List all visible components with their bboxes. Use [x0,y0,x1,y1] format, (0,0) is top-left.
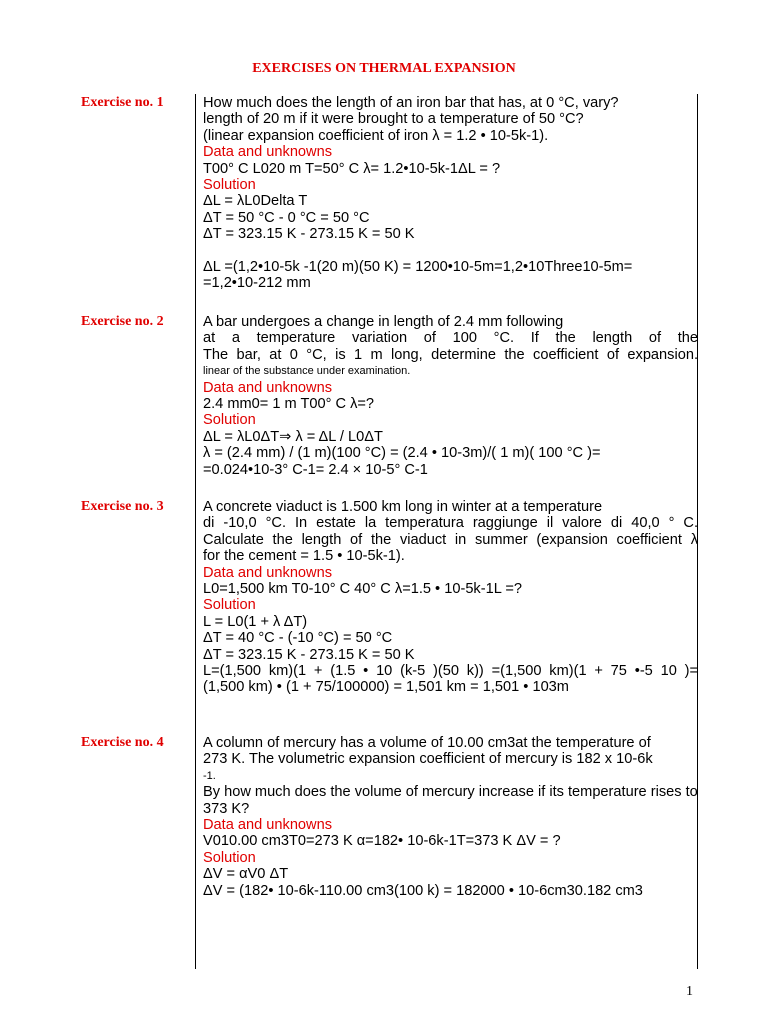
text-line: =1,2•10-212 mm [203,275,311,292]
text-line: ΔL = λL0Delta T [203,193,308,210]
section-heading: Data and unknowns [203,144,332,161]
exercise-1-body [203,95,698,292]
text-line: ΔT = 323.15 K - 273.15 K = 50 K [203,226,415,243]
exercise-1-label: Exercise no. 1 [81,95,164,110]
section-heading: Solution [203,412,256,429]
text-line: A concrete viaduct is 1.500 km long in winter at a temperature [203,499,603,515]
text-line: =0.024•10-3° C-1= 2.4 × 10-5° C-1 [203,461,428,478]
text-line: for the cement = 1.5 • 10-5k-1). [203,548,405,565]
text-line: T00° C L020 m T=50° C λ= 1.2•10-5k-1ΔL = ? [203,160,501,177]
text-line: A column of mercury has a volume of 10.00 cm3at the temperature of [203,735,651,751]
section-heading: Data and unknowns [203,564,332,581]
text-line: The bar, at 0 °C, is 1 m long, determine the coefficient of expansion. [203,346,698,363]
page-number: 1 [686,984,693,999]
text-line: V010.00 cm3T0=273 K α=182• 10-6k-1T=373 K ΔV = ? [203,833,561,850]
text-line: (1,500 km) • (1 + 75/100000) = 1,501 km = 1,501 • 103m [203,679,569,696]
section-heading: Solution [203,597,256,614]
exercise-4-body [203,735,698,899]
text-line: (linear expansion coefficient of iron λ = 1.2 • 10-5k-1). [203,127,549,144]
text-line: ΔL =(1,2•10-5k -1(20 m)(50 K) = 1200•10-5m=1,2•10Three10-5m= [203,258,633,275]
text-line: Calculate the length of the viaduct in summer (expansion coefficient λ [203,531,698,548]
text-line: linear of the substance under examination. [203,365,411,378]
text-line: -1. [203,769,216,782]
text-line: ΔT = 40 °C - (-10 °C) = 50 °C [203,630,393,647]
text-line: By how much does the volume of mercury increase if its temperature rises to [203,784,698,801]
text-line: ΔT = 50 °C - 0 °C = 50 °C [203,209,370,226]
document-title: EXERCISES ON THERMAL EXPANSION [252,61,516,76]
text-line: L = L0(1 + λ ΔT) [203,613,308,630]
text-line: ΔT = 323.15 K - 273.15 K = 50 K [203,646,415,663]
exercise-4-label: Exercise no. 4 [81,735,164,750]
text-line: λ = (2.4 mm) / (1 m)(100 °C) = (2.4 • 10-3m)/( 1 m)( 100 °C )= [203,445,601,462]
exercise-2-body [203,314,698,478]
exercise-3-body [203,499,698,696]
text-line: ΔV = αV0 ΔT [203,866,289,883]
text-line: ΔL = λL0ΔT⇒ λ = ΔL / L0ΔT [203,428,383,445]
text-line: L=(1,500 km)(1 + (1.5 • 10 (k-5 )(50 k)) =(1,500 km)(1 + 75 •-5 10 )= [203,662,698,679]
text-line: 2.4 mm0= 1 m T00° C λ=? [203,395,375,412]
text-line: at a temperature variation of 100 °C. If the length of the [203,330,698,347]
text-line: How much does the length of an iron bar that has, at 0 °C, vary? [203,95,619,111]
text-line: A bar undergoes a change in length of 2.4 mm following [203,314,564,330]
section-heading: Solution [203,176,256,193]
text-line: L0=1,500 km T0-10° C 40° C λ=1.5 • 10-5k-1L =? [203,580,522,597]
section-heading: Data and unknowns [203,379,332,396]
exercise-2-label: Exercise no. 2 [81,314,164,329]
text-line [203,243,698,259]
text-line: di -10,0 °C. In estate la temperatura raggiunge il valore di 40,0 ° C. [203,515,698,532]
exercise-3-label: Exercise no. 3 [81,499,164,514]
section-heading: Solution [203,849,256,866]
text-line: ΔV = (182• 10-6k-110.00 cm3(100 k) = 182000 • 10-6cm30.182 cm3 [203,882,643,899]
section-heading: Data and unknowns [203,816,332,833]
text-line: length of 20 m if it were brought to a temperature of 50 °C? [203,111,584,128]
column-divider-left [195,94,196,969]
text-line: 373 K? [203,800,250,817]
text-line: 273 K. The volumetric expansion coefficient of mercury is 182 x 10-6k [203,751,653,768]
